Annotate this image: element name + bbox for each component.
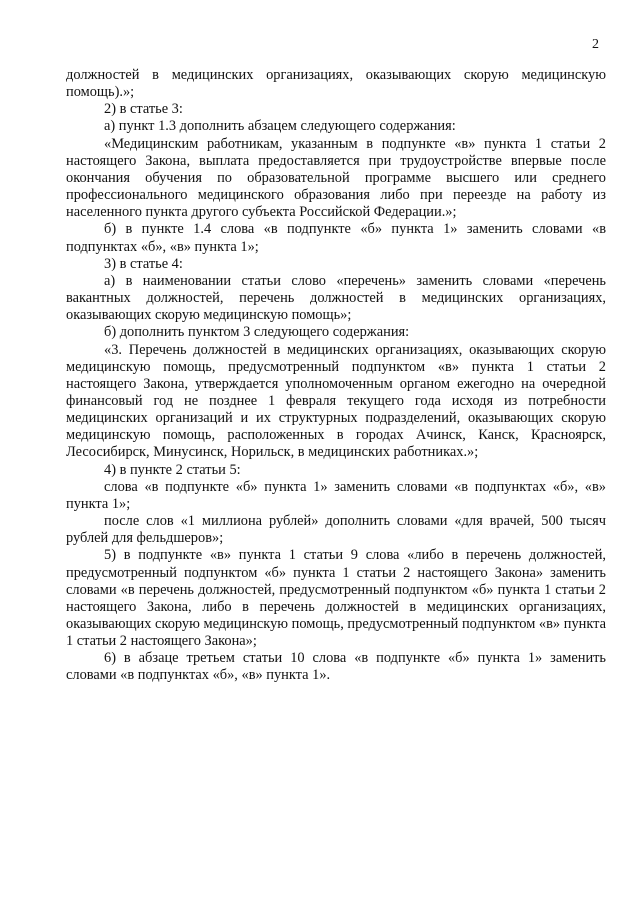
paragraph: слова «в подпункте «б» пункта 1» заменить словами «в подпунктах «б», «в» пункта 1»;: [66, 478, 606, 512]
document-body: [66, 67, 606, 685]
paragraph: 4) в пункте 2 статьи 5:: [104, 461, 241, 478]
paragraph: 2) в статье 3:: [104, 101, 183, 118]
page-number: 2: [592, 37, 599, 52]
paragraph: 5) в подпункте «в» пункта 1 статьи 9 слова «либо в перечень должностей, предусмотренный подпунктом «б» пункта 1 статьи 2 настоящего Закона» заменить словами «в перечень должностей, предусмотренный подпунктом «б» пункта 1 статьи 2 настоящего Закона, либо в перечень должностей в медицинских организациях, оказывающих скорую медицинскую помощь, предусмотренный подпунктом «в» пункта 1 статьи 2 настоящего Закона»;: [66, 547, 606, 650]
paragraph: 3) в статье 4:: [104, 255, 183, 272]
paragraph: б) в пункте 1.4 слова «в подпункте «б» пункта 1» заменить словами «в подпунктах «б», «в» пункта 1»;: [66, 221, 606, 255]
paragraph: б) дополнить пунктом 3 следующего содержания:: [104, 324, 410, 341]
paragraph: после слов «1 миллиона рублей» дополнить словами «для врачей, 500 тысяч рублей для фельдшеров»;: [66, 513, 606, 547]
paragraph: «Медицинским работникам, указанным в подпункте «в» пункта 1 статьи 2 настоящего Закона, выплата предоставляется при трудоустройстве впервые после окончания обучения по образовательной программе высшего или среднего профессионального медицинского образования либо при переезде на работу из населенного пункта другого субъекта Российской Федерации.»;: [66, 135, 606, 221]
paragraph: «3. Перечень должностей в медицинских организациях, оказывающих скорую медицинскую помощь, предусмотренный подпунктом «в» пункта 1 статьи 2 настоящего Закона, утверждается уполномоченным органом ежегодно на очередной финансовый год не позднее 1 февраля текущего года исходя из потребности медицинских организаций и их структурных подразделений, оказывающих скорую медицинскую помощь, расположенных в городах Ачинск, Канск, Красноярск, Лесосибирск, Минусинск, Норильск, в медицинских работниках.»;: [66, 341, 606, 461]
paragraph: должностей в медицинских организациях, оказывающих скорую медицинскую помощь).»;: [66, 67, 606, 101]
paragraph: а) в наименовании статьи слово «перечень» заменить словами «перечень вакантных должностей, перечень должностей в медицинских организациях, оказывающих скорую медицинскую помощь»;: [66, 272, 606, 324]
paragraph: 6) в абзаце третьем статьи 10 слова «в подпункте «б» пункта 1» заменить словами «в подпунктах «б», «в» пункта 1».: [66, 650, 606, 684]
paragraph: а) пункт 1.3 дополнить абзацем следующего содержания:: [104, 118, 456, 135]
